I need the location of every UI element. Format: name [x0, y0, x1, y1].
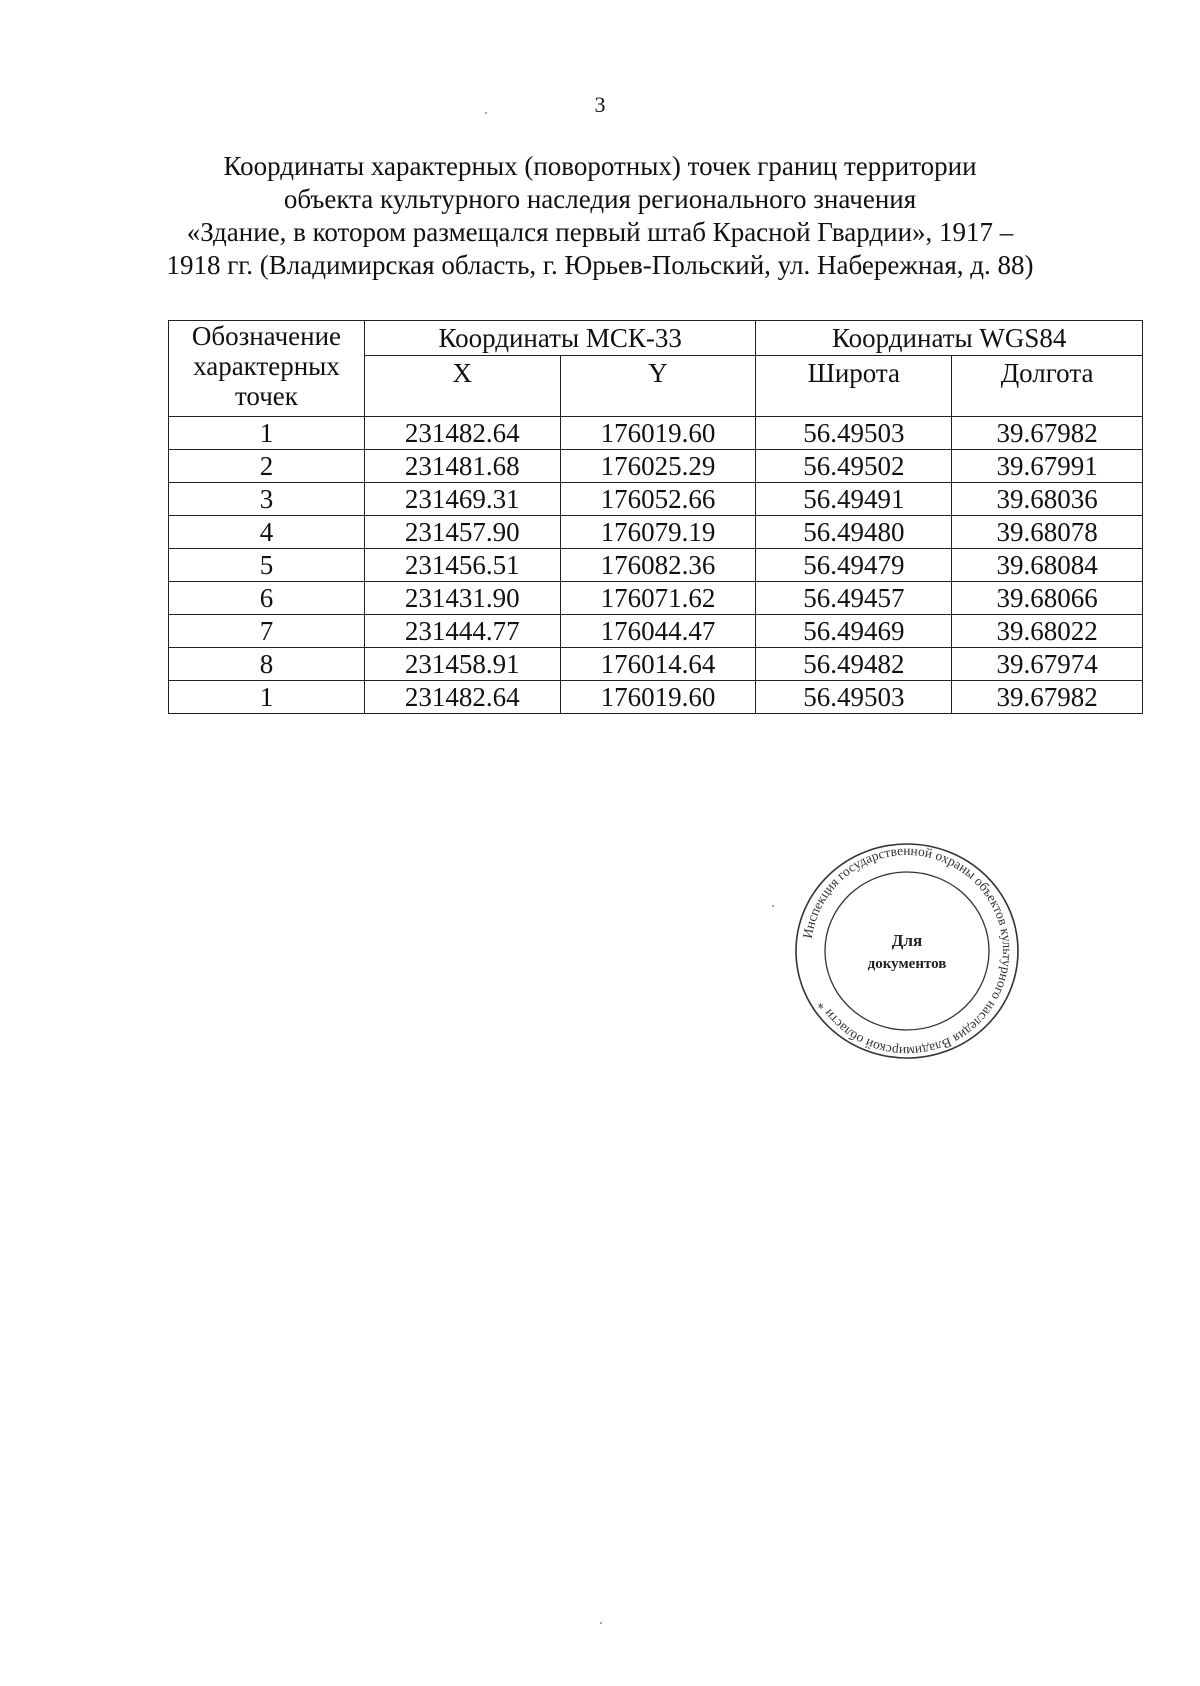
x-cell: 231457.90: [364, 516, 560, 549]
coordinates-table: [168, 320, 1143, 714]
y-cell: 176082.36: [560, 549, 756, 582]
y-cell: 176019.60: [560, 681, 756, 714]
lon-cell: 39.68036: [952, 483, 1143, 516]
wgs-group-header: Координаты WGS84: [756, 321, 1143, 356]
lon-cell: 39.68078: [952, 516, 1143, 549]
scan-speck: [485, 112, 487, 114]
lon-cell: 39.67982: [952, 681, 1143, 714]
lat-cell: 56.49503: [756, 417, 952, 450]
table-row: [169, 516, 1143, 549]
point-cell: 5: [169, 549, 365, 582]
stamp-center-line-2: документов: [867, 956, 947, 972]
table-row: [169, 417, 1143, 450]
lat-cell: 56.49479: [756, 549, 952, 582]
x-cell: 231458.91: [364, 648, 560, 681]
page-number: 3: [594, 92, 606, 117]
stamp-inner-ring: [825, 872, 989, 1030]
table-header-row-1: [169, 321, 1143, 356]
x-cell: 231456.51: [364, 549, 560, 582]
title-line-3: «Здание, в котором размещался первый штаб Красной Гвардии», 1917 –: [186, 217, 1014, 247]
lon-cell: 39.68084: [952, 549, 1143, 582]
point-cell: 4: [169, 516, 365, 549]
point-cell: 6: [169, 582, 365, 615]
longitude-header: Долгота: [952, 356, 1143, 417]
lat-cell: 56.49482: [756, 648, 952, 681]
table-row: [169, 648, 1143, 681]
latitude-header: Широта: [756, 356, 952, 417]
point-cell: 2: [169, 450, 365, 483]
table-row: [169, 549, 1143, 582]
designation-header: Обозначение характерных точек: [169, 321, 365, 417]
point-cell: 3: [169, 483, 365, 516]
lon-cell: 39.67991: [952, 450, 1143, 483]
scan-speck: [600, 1622, 602, 1624]
lon-cell: 39.68066: [952, 582, 1143, 615]
x-cell: 231431.90: [364, 582, 560, 615]
y-cell: 176052.66: [560, 483, 756, 516]
lat-cell: 56.49503: [756, 681, 952, 714]
table-row: [169, 615, 1143, 648]
y-cell: 176071.62: [560, 582, 756, 615]
x-cell: 231444.77: [364, 615, 560, 648]
point-cell: 7: [169, 615, 365, 648]
y-cell: 176079.19: [560, 516, 756, 549]
y-header: Y: [560, 356, 756, 417]
table-row: [169, 681, 1143, 714]
x-cell: 231481.68: [364, 450, 560, 483]
x-cell: 231469.31: [364, 483, 560, 516]
msk-group-header: Координаты МСК-33: [364, 321, 756, 356]
document-title: [150, 150, 1050, 282]
lon-cell: 39.67982: [952, 417, 1143, 450]
y-cell: 176025.29: [560, 450, 756, 483]
official-stamp: [792, 840, 1022, 1062]
lat-cell: 56.49480: [756, 516, 952, 549]
point-cell: 1: [169, 681, 365, 714]
title-line-1: Координаты характерных (поворотных) точек границ территории: [223, 151, 977, 181]
lat-cell: 56.49491: [756, 483, 952, 516]
lon-cell: 39.67974: [952, 648, 1143, 681]
lat-cell: 56.49457: [756, 582, 952, 615]
stamp-ring-text: Инспекция государственной охраны объектов культурного наследия Владимирской области *: [799, 842, 1016, 1060]
y-cell: 176044.47: [560, 615, 756, 648]
title-line-4: 1918 гг. (Владимирская область, г. Юрьев-Польский, ул. Набережная, д. 88): [166, 250, 1034, 280]
lat-cell: 56.49469: [756, 615, 952, 648]
scan-speck: [772, 905, 774, 907]
x-cell: 231482.64: [364, 417, 560, 450]
point-cell: 1: [169, 417, 365, 450]
y-cell: 176014.64: [560, 648, 756, 681]
table-row: [169, 483, 1143, 516]
table-row: [169, 450, 1143, 483]
x-header: X: [364, 356, 560, 417]
stamp-center-line-1: Для: [891, 931, 923, 950]
point-cell: 8: [169, 648, 365, 681]
lat-cell: 56.49502: [756, 450, 952, 483]
lon-cell: 39.68022: [952, 615, 1143, 648]
y-cell: 176019.60: [560, 417, 756, 450]
x-cell: 231482.64: [364, 681, 560, 714]
title-line-2: объекта культурного наследия регионального значения: [283, 184, 917, 214]
table-row: [169, 582, 1143, 615]
